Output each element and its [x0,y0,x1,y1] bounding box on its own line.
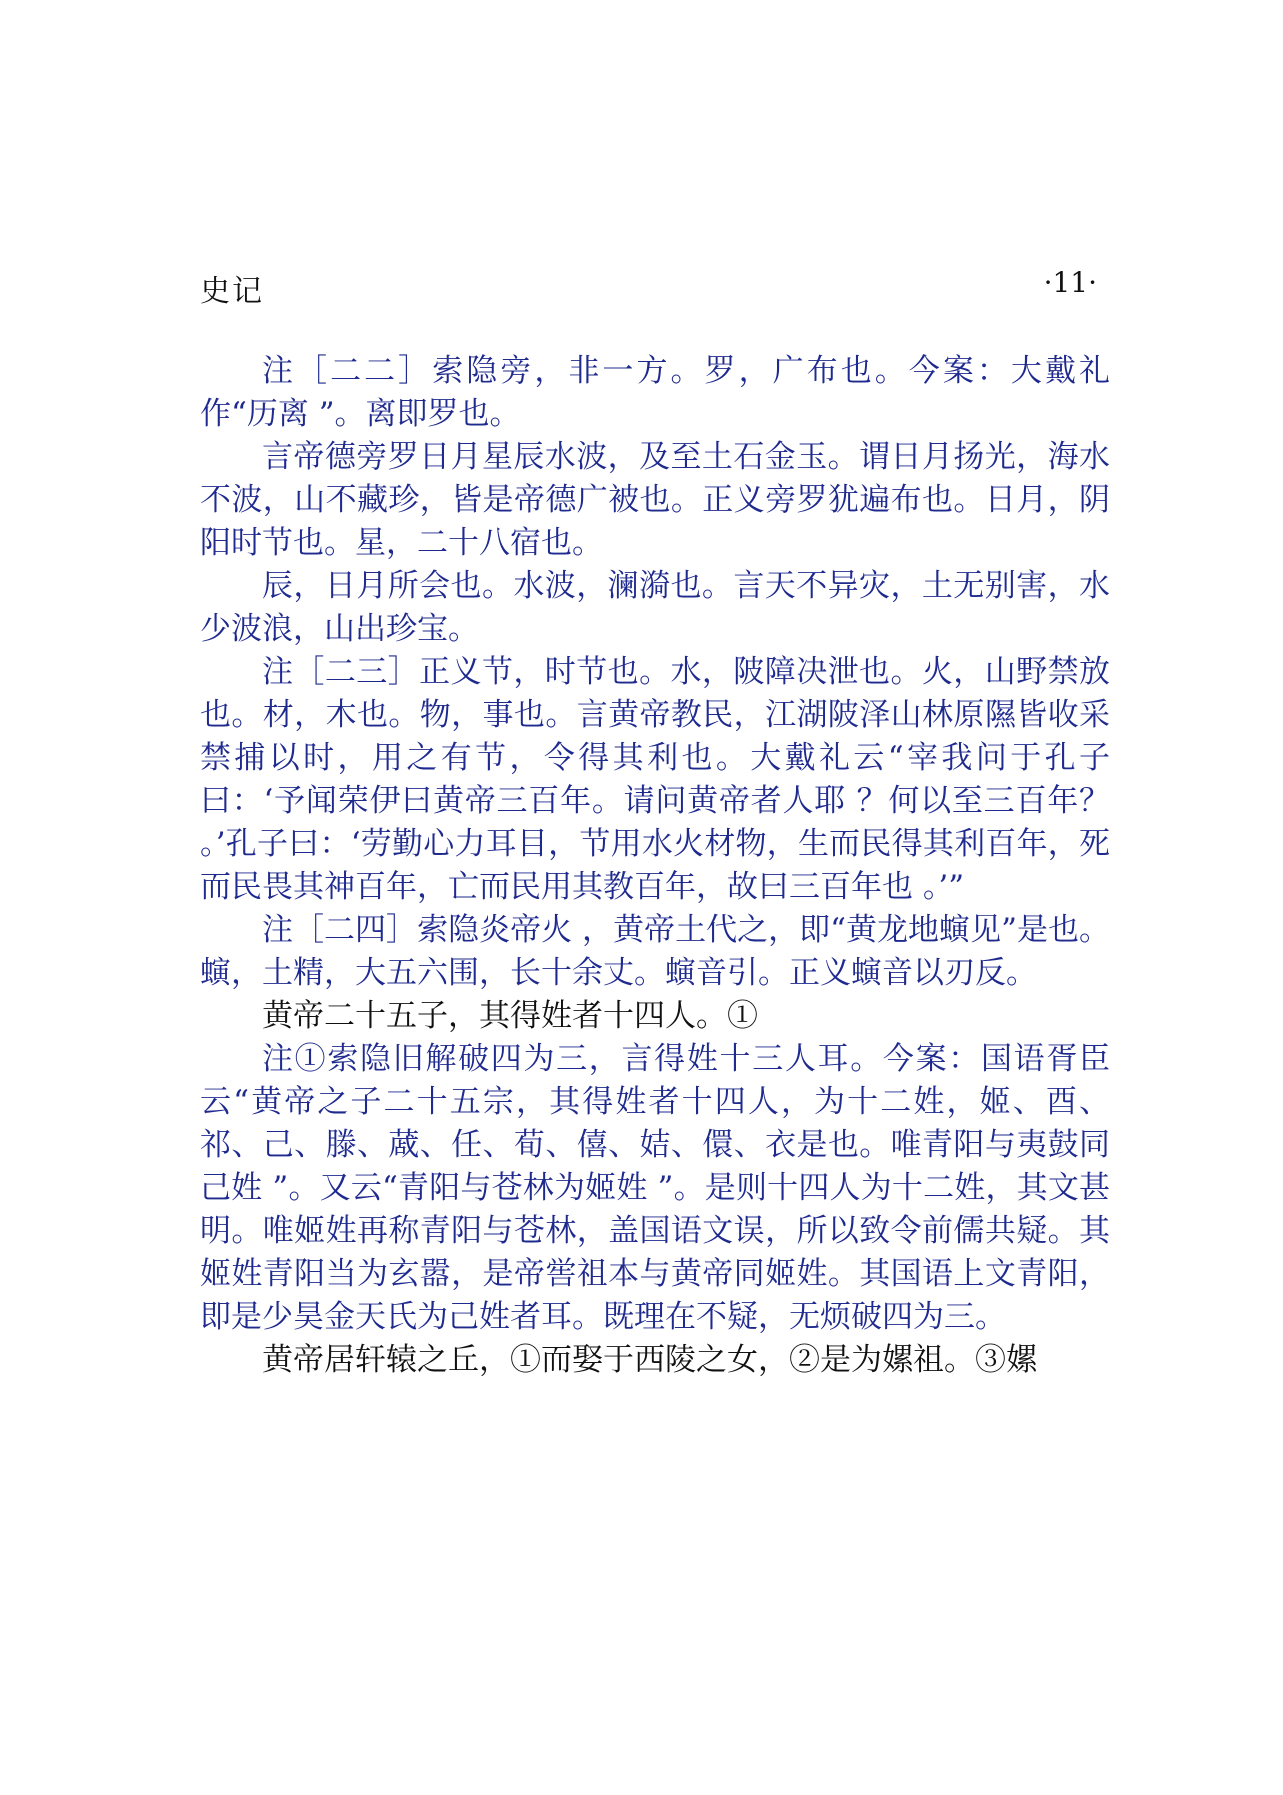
note-paragraph: 言帝德旁罗日月星辰水波，及至土石金玉。谓日月扬光，海水不波，山不藏珍，皆是帝德广被也。正义旁罗犹遍布也。日月，阴阳时节也。星，二十八宿也。 [200,439,1110,561]
note-paragraph: 注［二二］索隐旁，非一方。罗，广布也。今案：大戴礼作“历离 ”。离即罗也。 [200,353,1110,432]
note-paragraph: 注［二三］正义节，时节也。水，陂障决泄也。火，山野禁放也。材，木也。物，事也。言黄帝教民，江湖陂泽山林原隰皆收采禁捕以时，用之有节，令得其利也。大戴礼云“宰我问于孔子曰：‘予闻荣伊曰黄帝三百年。请问黄帝者人耶 ？何以至三百年？ 。’孔子曰：‘劳勤心力耳目，节用水火材物，生而民得其利百年，死而民畏其神百年，亡而民用其教百年，故曰三百年也 。’” [200,654,1110,905]
book-title: 史记 [200,274,264,309]
main-text-paragraph: 黄帝居轩辕之丘，①而娶于西陵之女，②是为嫘祖。③嫘 [262,1342,1037,1378]
note-paragraph: 注［二四］索隐炎帝火 ，黄帝土代之，即“黄龙地螾见”是也。螾，土精，大五六围，长十余丈。螾音引。正义螾音以刃反。 [200,912,1110,991]
page-header [200,266,1097,314]
page-body [200,350,1110,1382]
note-paragraph: 辰，日月所会也。水波，澜漪也。言天不异灾，土无别害，水少波浪，山出珍宝。 [200,568,1110,647]
main-text-paragraph: 黄帝二十五子，其得姓者十四人。① [262,998,758,1034]
page-number: ·11· [1043,266,1097,299]
note-paragraph: 注①索隐旧解破四为三，言得姓十三人耳。今案：国语胥臣云“黄帝之子二十五宗，其得姓者十四人，为十二姓，姬、酉、祁、己、滕、蒧、任、荀、僖、姞、儇、衣是也。唯青阳与夷鼓同己姓 ”。又云“青阳与苍林为姬姓 ”。是则十四人为十二姓，其文甚明。唯姬姓再称青阳与苍林，盖国语文误，所以致令前儒共疑。其姬姓青阳当为玄嚣，是帝喾祖本与黄帝同姬姓。其国语上文青阳，即是少昊金天氏为己姓者耳。既理在不疑，无烦破四为三。 [200,1041,1110,1335]
